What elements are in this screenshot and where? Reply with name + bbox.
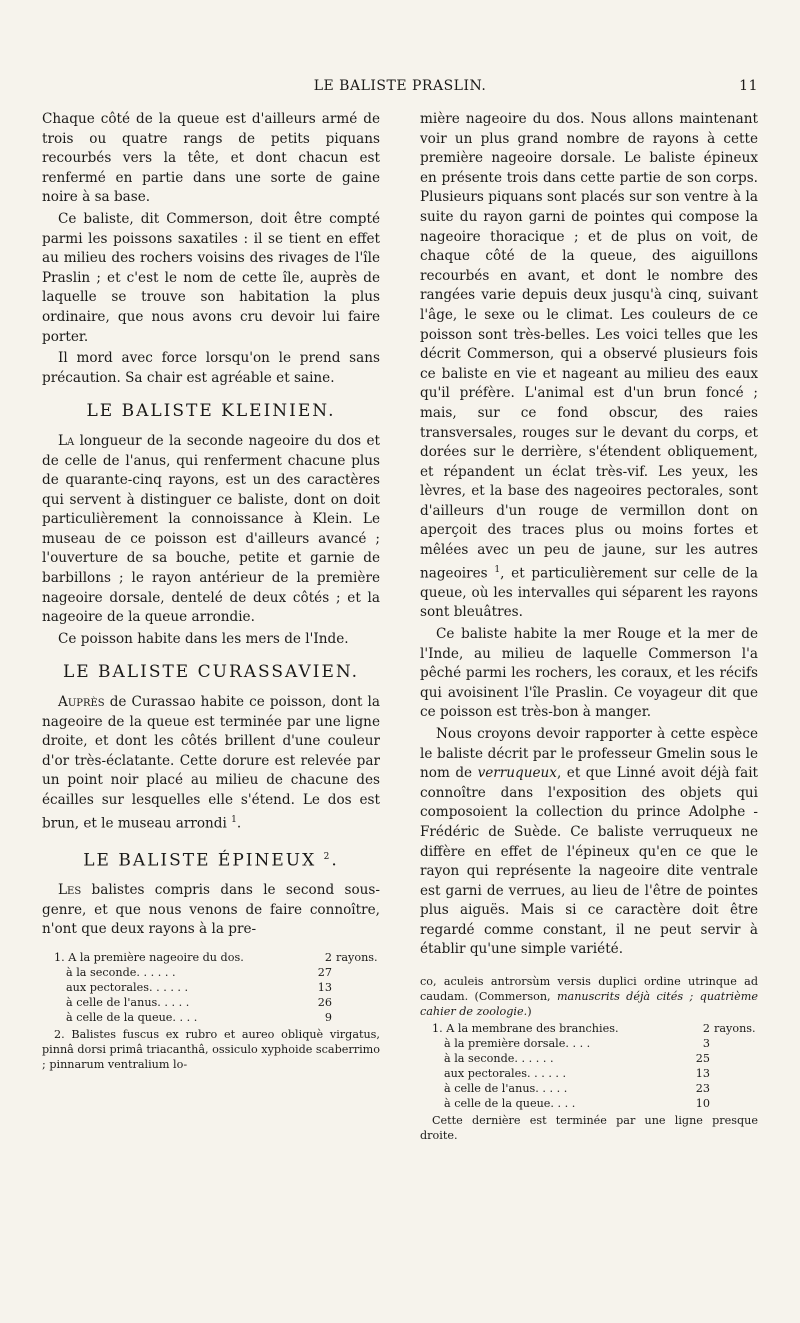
page-number: 11 <box>739 78 758 94</box>
table-row: aux pectorales. . . . . . 13 <box>66 980 332 994</box>
paragraph-text: mière nageoire du dos. Nous allons maintenant voir un plus grand nombre de rayons à cette première nageoire dorsale. Le baliste épineux en présente trois dans cette partie de son corps. Plusieurs piquans sont placés sur son ventre à la suite du rayon garni de pointes qui compose la nageoire thoracique ; et de plus on voit, de chaque côté de la queue, des aiguillons recourbés en avant, et dont le nombre des rangées varie depuis deux jusqu'à cinq, suivant l'âge, le sexe ou le climat. Les couleurs de ce poisson sont très-belles. Les voici telles que les décrit Commerson, qui a observé plusieurs fois ce baliste en vie et nageant au milieu des eaux qu'il préfère. L'animal est d'un brun foncé ; mais, sur ce fond obscur, des raies transversales, rouges sur le devant du corps, et dorées sur le derrière, s'étendent obliquement, et répandent un éclat très-vif. Les yeux, les lèvres, et la base des nageoires pectorales, sont d'ailleurs d'un rouge de vermillon dont on aperçoit des traces plus ou moins fortes et mêlées avec un peu de jaune, sur les autres nageoires <box>420 111 758 582</box>
table-row: à celle de la queue. . . . 10 <box>444 1097 710 1111</box>
right-column <box>420 110 758 1145</box>
paragraph <box>420 110 758 623</box>
table-row: à la première dorsale. . . . 3 <box>444 1037 710 1051</box>
species-name: verruqueux <box>477 765 557 782</box>
paragraph: Ce poisson habite dans les mers de l'Inde. <box>58 630 349 647</box>
paragraph: Ce baliste habite la mer Rouge et la mer de l'Inde, au milieu de laquelle Commerson l'a pêché parmi les rochers, les coraux, et les récifs qui avoisinent l'île Praslin. Ce voyageur dit que ce poisson est très-bon à manger. <box>420 625 758 721</box>
paragraph: Chaque côté de la queue est d'ailleurs armé de trois ou quatre rangs de petits piquans recourbés vers la tête, et dont chacun est renfermé en partie dans une sorte de gaine noire à sa base. <box>42 111 380 206</box>
section-heading-epineux: LE BALISTE ÉPINEUX $^2$. <box>83 850 339 871</box>
footnote-ref: 1 <box>494 564 501 575</box>
paragraph-text: de Curassao habite ce poisson, dont la nageoire de la queue est terminée par une ligne droite, et dont les côtés brillent d'une couleur d'or très-éclatante. Cette dorure est relevée par un point noir placé au milieu de chacune des écailles sur lesquelles elle s'étend. Le dos est brun, et le museau arrondi <box>42 694 380 832</box>
footnote: Cette dernière est terminée par une ligne presque droite. <box>420 1114 758 1143</box>
table-row: à celle de l'anus. . . . . 23 <box>444 1082 710 1096</box>
lead-word: Les <box>58 881 82 898</box>
footnotes-left <box>42 950 380 1072</box>
paragraph: Il mord avec force lorsqu'on le prend sans précaution. Sa chair est agréable et saine. <box>42 350 380 386</box>
section-heading-kleinien: LE BALISTE KLEINIEN. <box>86 401 336 422</box>
footnote-ref: 2 <box>323 851 332 862</box>
table-row: 1. A la membrane des branchies. 2 rayons. <box>432 1022 756 1036</box>
section-heading-curassavien: LE BALISTE CURASSAVIEN. <box>62 662 360 683</box>
paragraph <box>42 881 380 940</box>
paragraph-text: longueur de la seconde nageoire du dos et de celle de l'anus, qui renferment chacune plus de quarante-cinq rayons, est un des caractères qui servent à distinguer ce baliste, dont on doit particulièrement la connoissance à Klein. Le museau de ce poisson est d'ailleurs avancé ; l'ouverture de sa bouche, petite et garnie de barbillons ; le rayon antérieur de la première nageoire dorsale, dentelé de deux côtés ; et la nageoire de la queue arrondie. <box>42 432 380 626</box>
footnotes-right <box>420 974 758 1143</box>
running-title: LE BALISTE PRASLIN. <box>313 78 487 94</box>
paragraph-text: balistes compris dans le second sous-genre, et que nous venons de faire connoître, n'ont que deux rayons à la pre- <box>42 881 380 938</box>
left-column <box>42 110 380 1074</box>
paragraph: Auprès de Curassao habite ce poisson, dont la nageoire de la queue est terminée par une ligne droite, et dont les côtés brillent d'une couleur d'or très-éclatante. Cette dorure est relevée par un point noir placé au milieu de chacune des écailles sur lesquelles elle s'étend. Le dos est brun, et le museau arrondi $^1$. <box>42 694 380 832</box>
table-row: 1. A la première nageoire du dos. 2 rayons. <box>54 950 378 964</box>
heading-text: LE BALISTE ÉPINEUX <box>83 850 324 871</box>
paragraph-text: , et particulièrement sur celle de la queue, où les intervalles qui séparent les rayons sont bleuâtres. <box>420 565 759 621</box>
table-row: à la seconde. . . . . . 27 <box>66 965 332 979</box>
paragraph <box>420 725 758 960</box>
lead-word: La <box>58 432 75 449</box>
paragraph-text: , et que Linné avoit déjà fait connoître dans l'exposition des objets qui composoient la collection du prince Adolphe - Frédéric de Suède. Ce baliste verruqueux ne diffère en effet de l'épineux qu'en ce que le rayon qui représente la nageoire dite ventrale est garni de verrues, au lieu de l'être de pointes plus aiguës. Mais si ce caractère doit être regardé comme constant, il ne peut servir à établir qu'une simple variété. <box>420 765 759 958</box>
paragraph-text: Nous croyons devoir rapporter à cette espèce le baliste décrit par le professeur Gmelin sous le nom de <box>420 725 758 782</box>
running-head <box>42 78 758 102</box>
paragraph: Ce baliste, dit Commerson, doit être compté parmi les poissons saxatiles : il se tient en effet au milieu des rochers voisins des rivages de l'île Praslin ; et c'est le nom de cette île, auprès de laquelle se trouve son habitation la plus ordinaire, que nous avons cru devoir lui faire porter. <box>42 210 380 345</box>
footnote: 2. Balistes fuscus ex rubro et aureo obliquè virgatus, pinnâ dorsi primâ triacanthâ, ossiculo xyphoide scaberrimo ; pinnarum ventralium lo- <box>42 1027 380 1071</box>
table-row: à celle de l'anus. . . . . 26 <box>66 995 332 1009</box>
citation: manuscrits déjà cités ; quatrième cahier de zoologie. <box>420 990 758 1019</box>
table-row: à celle de la queue. . . . 9 <box>66 1010 332 1024</box>
table-row: aux pectorales. . . . . . 13 <box>444 1067 710 1081</box>
lead-word: Auprès <box>58 694 105 711</box>
footnote-ref: 1 <box>231 814 237 825</box>
paragraph <box>42 432 380 628</box>
ray-count-table <box>42 950 380 1025</box>
footnote-continued: co, aculeis antrorsùm versis duplici ordine utrinque ad caudam. (Commerson, manuscrits déjà cités ; quatrième cahier de zoologie.) <box>420 975 758 1019</box>
ray-count-table <box>420 1021 758 1111</box>
table-row: à la seconde. . . . . . 25 <box>444 1052 710 1066</box>
